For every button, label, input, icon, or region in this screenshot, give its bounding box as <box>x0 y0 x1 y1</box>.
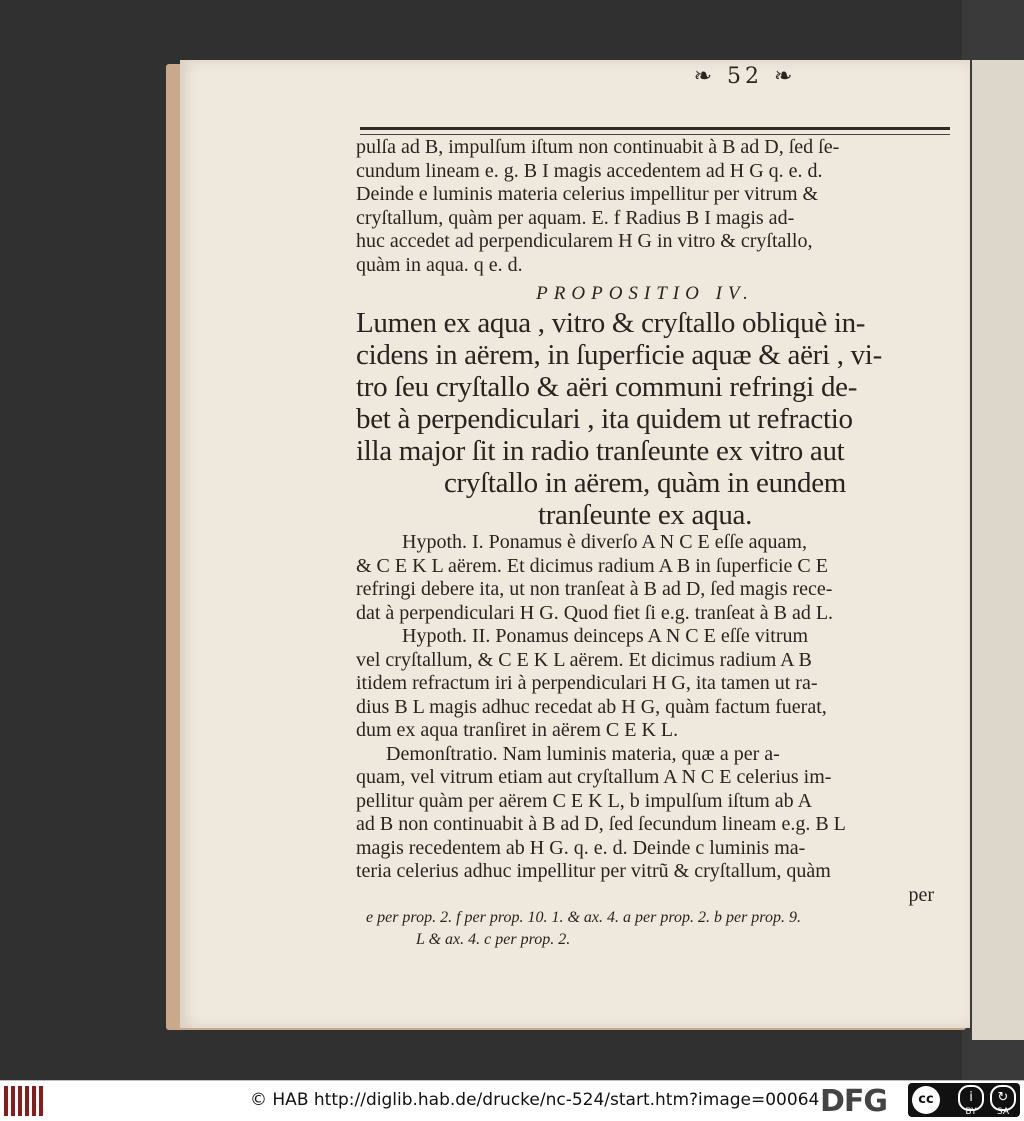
share-alike-icon: ↻ <box>990 1085 1016 1111</box>
text-line: huc accedet ad perpendicularem H G in vitro & cryſtallo, <box>356 230 813 252</box>
text-line: cundum lineam e. g. B I magis accedentem ad H G q. e. d. <box>356 159 823 182</box>
text-line: pulſa ad B, impulſum iſtum non continuabit à B ad D, ſed ſe- <box>356 136 840 158</box>
hypothesis-line: vel cryſtallum, & C E K L aërem. Et dicimus radium A B <box>356 648 812 671</box>
text-line: Deinde e luminis materia celerius impellitur per vitrum & <box>356 183 819 205</box>
demonstration-line: teria celerius adhuc impellitur per vitrũ & cryſtallum, quàm <box>356 860 831 882</box>
page-header-ornament: ❧ 52 ❧ <box>693 64 797 89</box>
attribution-icon: i <box>958 1085 984 1111</box>
book-page <box>180 60 970 1028</box>
hypothesis-line: dat à perpendiculari H G. Quod fiet ſi e.g. tranſeat à B ad L. <box>356 601 834 624</box>
hypothesis-line: Hypoth. II. Ponamus deinceps A N C E eſſe vitrum <box>402 625 809 647</box>
demonstration-line: quam, vel vitrum etiam aut cryſtallum A N C E celerius im- <box>356 766 832 788</box>
proposition-line: illa major ſit in radio tranſeunte ex vitro aut <box>356 435 845 467</box>
hypothesis-line: dum ex aqua tranſiret in aërem C E K L. <box>356 719 679 741</box>
cc-license-badge[interactable] <box>908 1083 1020 1117</box>
text-line: quàm in aqua. q e. d. <box>356 253 523 276</box>
text-line: cryſtallum, quàm per aquam. E. f Radius B I magis ad- <box>356 206 795 229</box>
proposition-line: tro ſeu cryſtallo & aëri communi refringi de- <box>356 371 858 403</box>
proposition-line: bet à perpendiculari , ita quidem ut refractio <box>356 403 853 435</box>
proposition-title: PROPOSITIO IV. <box>536 283 754 304</box>
footnote-line: L & ax. 4. c per prop. 2. <box>416 931 571 948</box>
sa-label: SA <box>996 1107 1010 1117</box>
demonstration-line: Demonſtratio. Nam luminis materia, quæ a per a- <box>386 742 780 765</box>
proposition-line: Lumen ex aqua , vitro & cryſtallo obliquè in- <box>356 307 866 339</box>
hypothesis-line: itidem refractum iri à perpendiculari H G, ita tamen ut ra- <box>356 672 818 694</box>
catchword: per <box>908 883 934 906</box>
hab-logo-icon[interactable] <box>4 1086 44 1116</box>
header-rule-thin <box>360 134 950 135</box>
header-rule <box>360 127 950 130</box>
hypothesis-line: refringi debere ita, ut non tranſeat à B ad D, ſed magis rece- <box>356 578 833 600</box>
hypothesis-line: & C E K L aërem. Et dicimus radium A B in ſuperficie C E <box>356 554 828 577</box>
footer-bar <box>0 1080 1024 1121</box>
hypothesis-line: dius B L magis adhuc recedat ab H G, quàm factum fuerat, <box>356 695 827 718</box>
demonstration-line: ad B non continuabit à B ad D, ſed ſecundum lineam e.g. B L <box>356 813 846 835</box>
source-url[interactable]: © HAB http://diglib.hab.de/drucke/nc-524/start.htm?image=00064 <box>250 1090 820 1110</box>
proposition-line: tranſeunte ex aqua. <box>537 499 753 531</box>
proposition-line: cryſtallo in aërem, quàm in eundem <box>443 467 847 499</box>
demonstration-line: magis recedentem ab H G. q. e. d. Deinde c luminis ma- <box>356 836 806 859</box>
dfg-logo[interactable]: DFG <box>820 1084 888 1119</box>
footnote-line: e per prop. 2. f per prop. 10. 1. & ax. 4. a per prop. 2. b per prop. 9. <box>366 909 801 926</box>
proposition-line: cidens in aërem, in ſuperficie aquæ & aëri , vi- <box>356 339 882 371</box>
page-text <box>356 136 934 951</box>
hypothesis-line: Hypoth. I. Ponamus è diverſo A N C E eſſe aquam, <box>402 531 807 553</box>
cc-icon: cc <box>912 1086 940 1114</box>
by-label: BY <box>965 1107 977 1117</box>
demonstration-line: pellitur quàm per aërem C E K L, b impulſum iſtum ab A <box>356 789 813 812</box>
facing-page-edge <box>972 60 1024 1040</box>
